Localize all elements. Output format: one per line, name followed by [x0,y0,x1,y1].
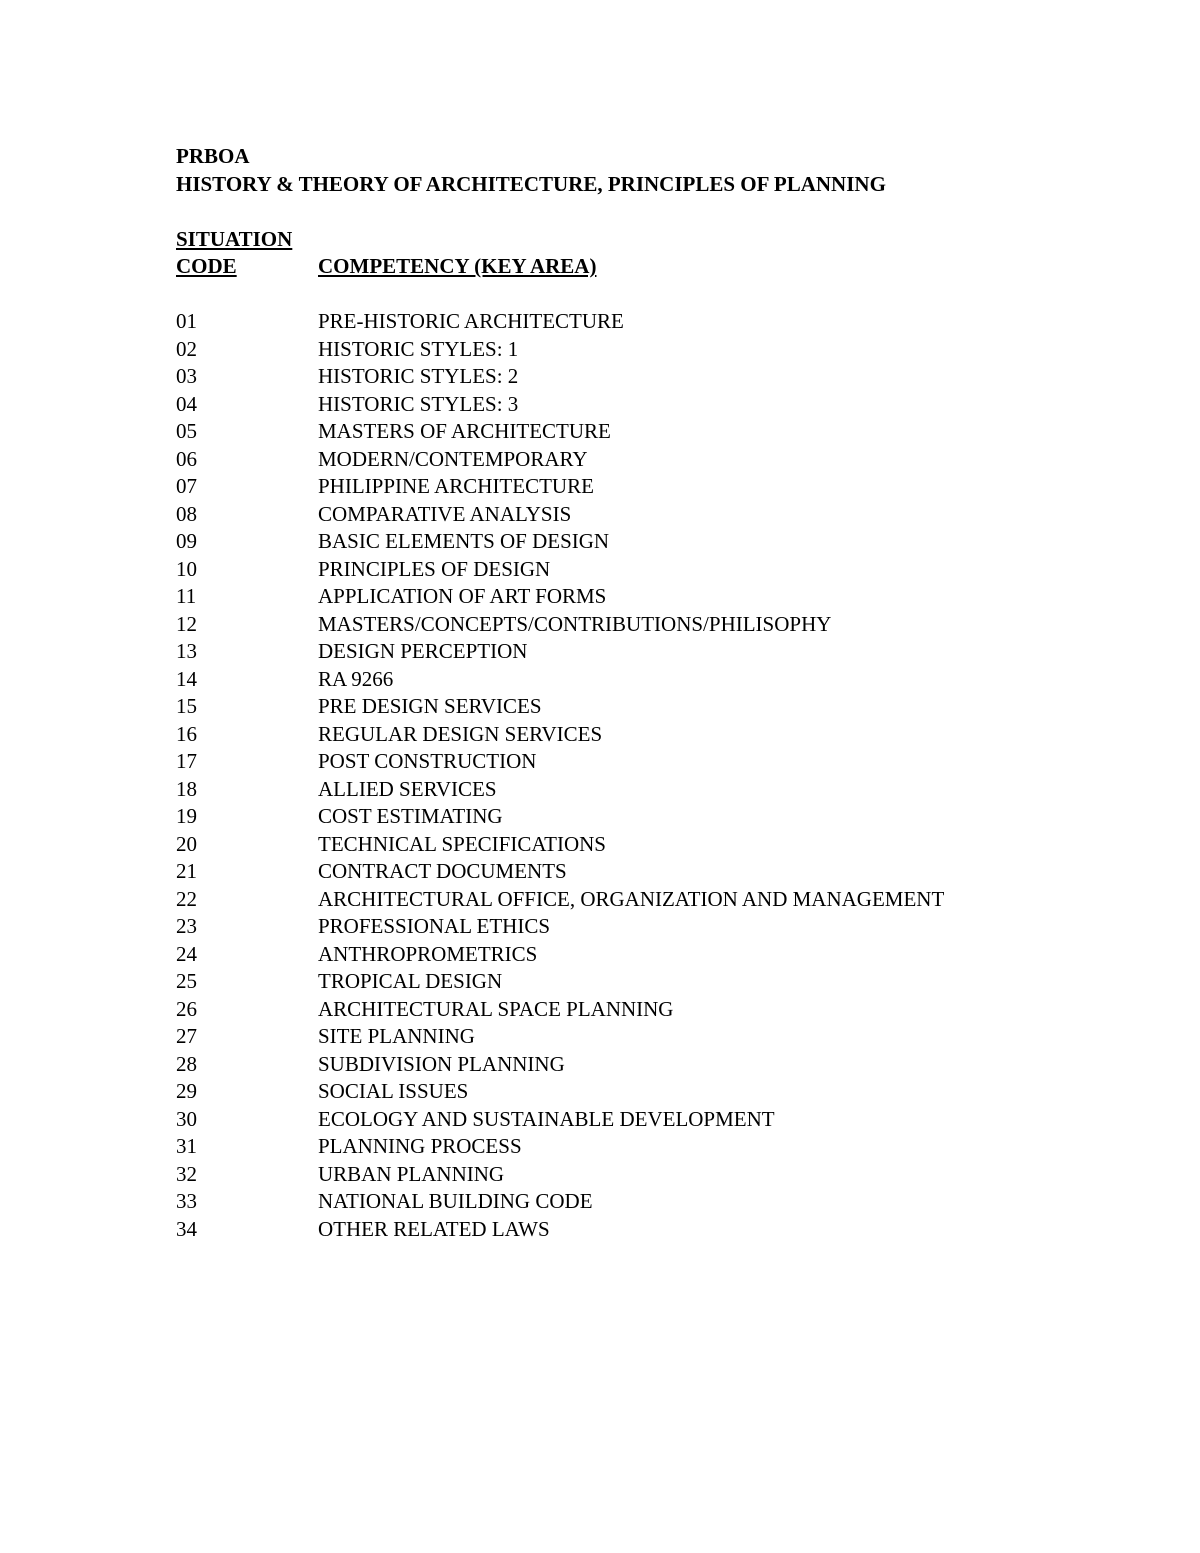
list-item [176,996,1076,1024]
situation-code: 12 [176,611,197,636]
situation-code: 11 [176,584,197,608]
column-header-row-1 [176,226,1076,254]
spacer [176,281,1076,309]
competency-label: TECHNICAL SPECIFICATIONS [318,831,606,856]
list-item [176,611,1076,639]
situation-code: 13 [176,639,197,663]
competency-label: ARCHITECTURAL OFFICE, ORGANIZATION AND MANAGEMENT [318,886,945,911]
situation-code: 21 [176,859,197,883]
list-item [176,666,1076,694]
competency-label: NATIONAL BUILDING CODE [318,1189,593,1213]
situation-code: 32 [176,1161,197,1186]
situation-code: 07 [176,474,197,498]
competency-label: RA 9266 [318,666,394,691]
list-item [176,831,1076,859]
list-item [176,1078,1076,1106]
competency-label: OTHER RELATED LAWS [318,1216,550,1241]
list-item [176,363,1076,391]
competency-label: DESIGN PERCEPTION [318,639,528,663]
list-item [176,748,1076,776]
list-item [176,446,1076,474]
situation-code: 25 [176,969,197,993]
competency-label: CONTRACT DOCUMENTS [318,859,567,883]
competency-label: COMPARATIVE ANALYSIS [318,501,572,526]
competency-label: ARCHITECTURAL SPACE PLANNING [318,996,674,1021]
competency-label: SITE PLANNING [318,1024,475,1048]
list-item [176,473,1076,501]
competency-label: BASIC ELEMENTS OF DESIGN [318,529,610,553]
situation-header: SITUATION [176,226,293,251]
document-page [176,143,1076,1243]
list-item [176,1216,1076,1244]
situation-code: 34 [176,1216,197,1241]
competency-label: PRINCIPLES OF DESIGN [318,556,551,581]
competency-label: MASTERS OF ARCHITECTURE [318,419,611,443]
list-item [176,1106,1076,1134]
competency-label: MASTERS/CONCEPTS/CONTRIBUTIONS/PHILISOPHY [318,611,832,636]
org-title: PRBOA [176,144,250,168]
list-item [176,803,1076,831]
competency-label: APPLICATION OF ART FORMS [318,584,607,608]
list-item [176,1133,1076,1161]
situation-code: 19 [176,804,197,828]
list-item [176,1161,1076,1189]
competency-label: TROPICAL DESIGN [318,969,503,993]
situation-code: 09 [176,529,197,553]
competency-label: PROFESSIONAL ETHICS [318,914,551,938]
competency-label: COST ESTIMATING [318,804,503,828]
situation-code: 30 [176,1106,197,1131]
situation-code: 29 [176,1079,197,1103]
competency-list [176,308,1076,1243]
competency-label: SOCIAL ISSUES [318,1079,469,1103]
situation-code: 20 [176,831,197,856]
list-item [176,693,1076,721]
list-item [176,583,1076,611]
competency-label: ECOLOGY AND SUSTAINABLE DEVELOPMENT [318,1106,775,1131]
situation-code: 08 [176,501,197,526]
situation-code: 24 [176,941,197,966]
competency-label: PRE-HISTORIC ARCHITECTURE [318,309,624,333]
list-item [176,886,1076,914]
column-header-row-2 [176,253,1076,281]
situation-code: 10 [176,556,197,581]
situation-code: 18 [176,776,197,801]
code-header: CODE [176,254,237,278]
list-item [176,391,1076,419]
list-item [176,1051,1076,1079]
list-item [176,776,1076,804]
competency-header: COMPETENCY (KEY AREA) [318,254,597,278]
situation-code: 05 [176,419,197,443]
competency-label: REGULAR DESIGN SERVICES [318,721,603,746]
situation-code: 22 [176,886,197,911]
competency-label: ANTHROPROMETRICS [318,941,538,966]
situation-code: 27 [176,1024,197,1048]
situation-code: 03 [176,364,197,388]
list-item [176,1188,1076,1216]
list-item [176,1023,1076,1051]
situation-code: 04 [176,391,197,416]
competency-label: HISTORIC STYLES: 3 [318,391,519,416]
situation-code: 16 [176,721,197,746]
situation-code: 23 [176,914,197,938]
competency-label: ALLIED SERVICES [318,776,497,801]
situation-code: 28 [176,1051,197,1076]
competency-label: PHILIPPINE ARCHITECTURE [318,474,594,498]
situation-code: 15 [176,694,197,718]
spacer [176,198,1076,226]
situation-code: 31 [176,1134,197,1158]
situation-code: 14 [176,666,197,691]
situation-code: 06 [176,446,197,471]
list-item [176,308,1076,336]
list-item [176,528,1076,556]
situation-code: 33 [176,1189,197,1213]
competency-label: HISTORIC STYLES: 1 [318,336,519,361]
subject-title: HISTORY & THEORY OF ARCHITECTURE, PRINCIPLES OF PLANNING [176,171,886,196]
competency-label: URBAN PLANNING [318,1161,505,1186]
competency-label: PLANNING PROCESS [318,1134,522,1158]
list-item [176,968,1076,996]
competency-label: SUBDIVISION PLANNING [318,1051,565,1076]
situation-code: 01 [176,309,197,333]
list-item [176,418,1076,446]
list-item [176,721,1076,749]
list-item [176,556,1076,584]
competency-label: MODERN/CONTEMPORARY [318,446,588,471]
situation-code: 02 [176,336,197,361]
situation-code: 17 [176,749,197,773]
situation-code: 26 [176,996,197,1021]
list-item [176,858,1076,886]
competency-label: PRE DESIGN SERVICES [318,694,542,718]
list-item [176,336,1076,364]
list-item [176,941,1076,969]
list-item [176,913,1076,941]
competency-label: HISTORIC STYLES: 2 [318,364,519,388]
list-item [176,501,1076,529]
list-item [176,638,1076,666]
competency-label: POST CONSTRUCTION [318,749,537,773]
